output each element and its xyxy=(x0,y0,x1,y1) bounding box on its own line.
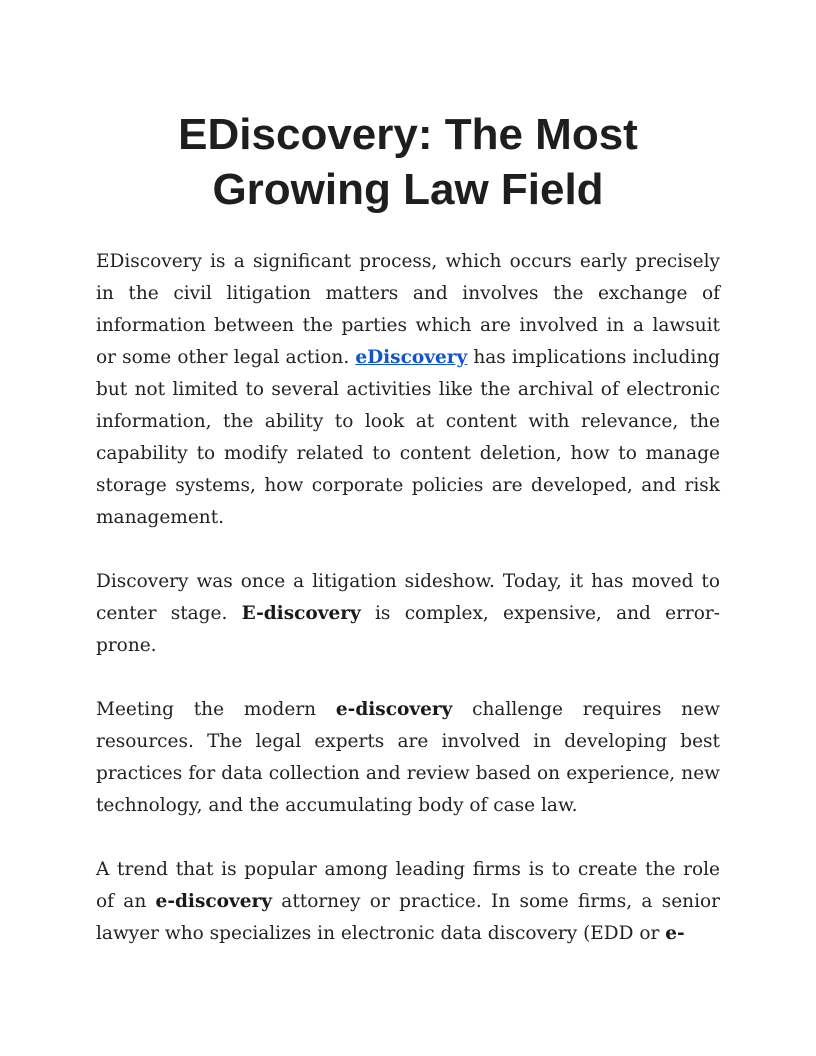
paragraph-2 xyxy=(96,566,720,662)
paragraph-text: has implications including but not limited to several activities like the archival of electronic information, the ability to look at content with relevance, the capability to modify related to content deletion, how to manage storage systems, how corporate policies are developed, and risk management. xyxy=(96,347,720,528)
paragraph-3 xyxy=(96,694,720,822)
paragraph-text: A trend that is popular among leading firms is to create the role of an xyxy=(96,859,720,912)
paragraph-text: Discovery was once a litigation sideshow. Today, it has moved to center stage. xyxy=(96,571,720,624)
bold-term: E-discovery xyxy=(241,603,361,624)
paragraph-text: challenge requires new resources. The legal experts are involved in developing best practices for data collection and review based on experience, new technology, and the accumulating body of case law. xyxy=(96,699,720,816)
bold-term: e-discovery xyxy=(335,699,453,720)
bold-term: e- xyxy=(665,923,685,944)
ediscovery-link[interactable]: eDiscovery xyxy=(355,347,468,368)
paragraph-1 xyxy=(96,246,720,534)
paragraph-text: Meeting the modern xyxy=(96,699,336,720)
bold-term: e-discovery xyxy=(155,891,272,912)
paragraph-4 xyxy=(96,854,720,950)
paragraph-text: attorney or practice. In some firms, a senior lawyer who specializes in electronic data discovery (EDD or xyxy=(96,891,720,944)
paragraph-text: EDiscovery is a significant process, which occurs early precisely in the civil litigation matters and involves the exchange of information between the parties which are involved in a lawsuit or some other legal action. xyxy=(96,251,720,368)
article-body xyxy=(96,246,720,982)
page-title: EDiscovery: The Most Growing Law Field xyxy=(178,110,638,214)
paragraph-text: is complex, expensive, and error-prone. xyxy=(96,603,721,656)
